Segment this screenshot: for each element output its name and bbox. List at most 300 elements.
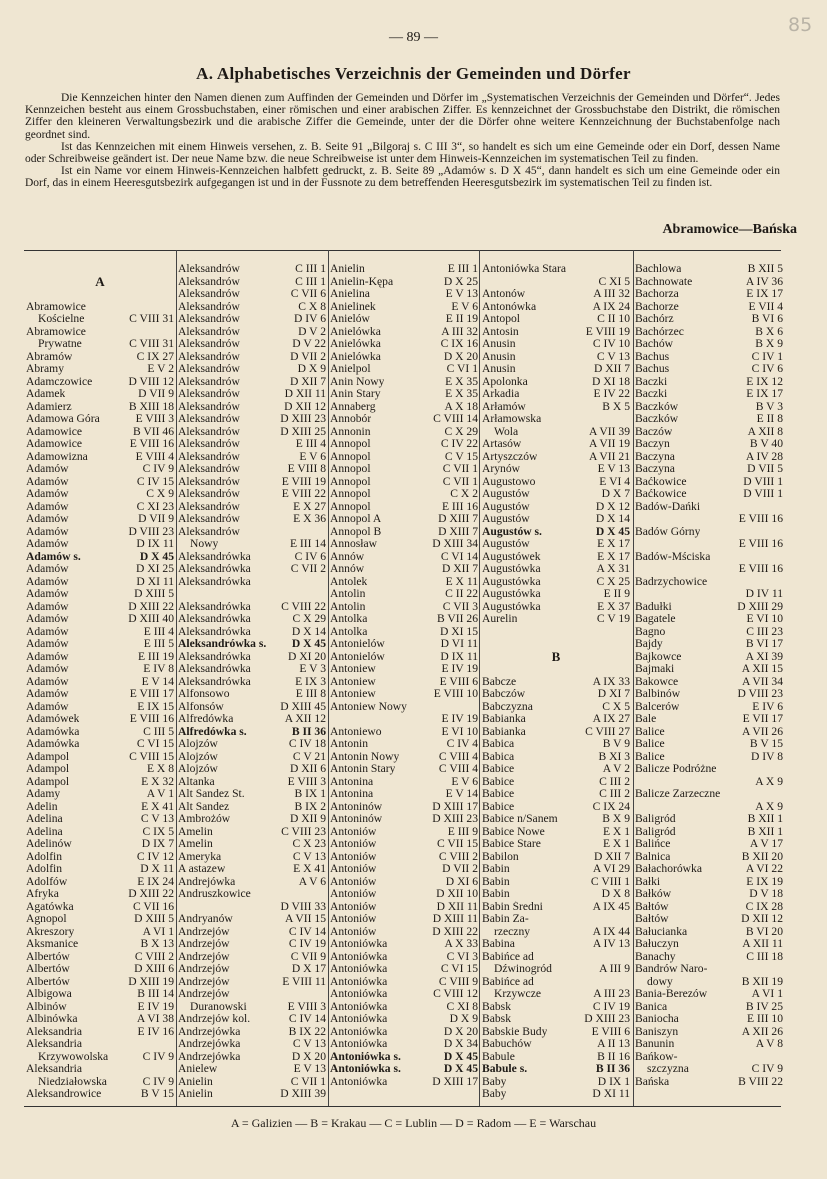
index-entry	[635, 651, 783, 664]
entry-code: E V 13	[293, 1063, 326, 1075]
index-entry	[330, 551, 478, 564]
entry-code: D X 45	[595, 525, 630, 538]
entry-code: B V 15	[140, 1088, 174, 1100]
entry-code: C V 13	[596, 350, 630, 363]
entry-name: Babice Stare	[482, 838, 541, 850]
entry-code: C VII 3	[442, 600, 478, 613]
entry-name: Baniszyn	[635, 1025, 679, 1038]
entry-name: Bajkowce	[635, 650, 682, 663]
entry-code: D X 45	[443, 1063, 478, 1075]
entry-code: E III 4	[143, 625, 174, 638]
entry-code: D XIII 22	[128, 600, 174, 613]
entry-name: Antoninów	[330, 813, 383, 825]
entry-name: Adamów	[26, 563, 69, 575]
index-entry	[178, 463, 326, 476]
entry-name: Aleksandrów	[178, 350, 240, 363]
entry-name: Arłamów	[482, 400, 526, 413]
entry-name: Adamów	[26, 588, 69, 600]
entry-code: B V 15	[749, 738, 783, 750]
entry-name: Andrzejów	[178, 950, 230, 963]
entry-code: E IV 19	[137, 1000, 174, 1013]
entry-code: D V 2	[298, 325, 326, 338]
index-entry	[178, 388, 326, 401]
index-entry	[635, 1076, 783, 1089]
entry-name: Bachów	[635, 338, 673, 350]
index-entry	[635, 826, 783, 839]
entry-name: Antoniów	[330, 825, 377, 838]
entry-code: C III 1	[295, 275, 326, 288]
entry-code: D XIII 19	[128, 975, 174, 988]
entry-name: Albinów	[26, 1000, 67, 1013]
entry-name: Babule	[482, 1050, 515, 1063]
entry-name: Alojzów	[178, 750, 218, 763]
index-entry	[178, 301, 326, 314]
entry-code: D IX 11	[440, 650, 478, 663]
index-entry	[635, 938, 783, 951]
index-entry	[26, 463, 174, 476]
index-entry	[26, 1001, 174, 1014]
entry-name: Adamów	[26, 688, 69, 700]
index-entry	[178, 876, 326, 889]
entry-name: Aleksandrów	[178, 288, 240, 300]
entry-code: C II 10	[597, 313, 630, 325]
entry-name: Antolka	[330, 625, 368, 638]
entry-code: C V 13	[292, 850, 326, 863]
entry-name: Annów	[330, 563, 365, 575]
entry-code: C VI 15	[136, 738, 174, 750]
entry-code: D X 45	[291, 638, 326, 650]
entry-code: B IV 25	[745, 1000, 783, 1013]
entry-code: E VI 10	[441, 725, 478, 738]
entry-name: Bajdy	[635, 638, 663, 650]
entry-name: Badów Górny	[635, 525, 701, 538]
entry-name: Andrzejów	[178, 938, 230, 950]
top-rule	[24, 250, 781, 251]
index-entry	[178, 851, 326, 864]
index-entry	[178, 476, 326, 489]
index-entry	[482, 963, 630, 976]
entry-name: Antoniów	[330, 925, 377, 938]
entry-code: A III 9	[599, 963, 630, 975]
index-entry	[482, 588, 630, 601]
index-entry	[178, 488, 326, 501]
entry-code: B VI 17	[745, 638, 783, 650]
entry-code: E V 14	[445, 788, 478, 800]
entry-name: Arynów	[482, 463, 520, 475]
entry-code: E IX 19	[746, 875, 783, 888]
index-entry	[26, 888, 174, 901]
entry-code: E X 1	[602, 825, 630, 838]
entry-code: D X 25	[443, 275, 478, 288]
entry-name: Adamów	[26, 475, 69, 488]
entry-name: Baby	[482, 1075, 507, 1088]
index-entry	[635, 776, 783, 789]
entry-name: Adolfin	[26, 863, 63, 875]
index-entry	[26, 526, 174, 539]
entry-name: Anusin	[482, 350, 516, 363]
section-letter	[26, 276, 174, 289]
entry-code: E III 10	[746, 1013, 783, 1025]
entry-name: Annów	[330, 550, 365, 563]
entry-code: A VI 1	[142, 925, 174, 938]
entry-code: B X 13	[140, 938, 174, 950]
entry-code: B II 16	[597, 1050, 630, 1063]
index-entry	[330, 726, 478, 739]
entry-code: D XIII 23	[432, 813, 478, 825]
entry-name: Bachnowate	[635, 275, 693, 288]
index-entry	[330, 851, 478, 864]
index-entry	[178, 413, 326, 426]
index-entry	[178, 626, 326, 639]
entry-code: D XII 11	[436, 900, 478, 913]
index-entry	[26, 1026, 174, 1039]
entry-code: E X 17	[597, 550, 630, 563]
index-entry	[178, 588, 326, 601]
entry-code: C IV 9	[142, 1075, 174, 1088]
index-entry	[482, 451, 630, 464]
intro-text	[25, 92, 780, 190]
entry-name: Aleksandrów	[178, 475, 240, 488]
entry-code: C IV 9	[751, 1063, 783, 1075]
index-entry	[330, 713, 478, 726]
entry-name: Adamczowice	[26, 375, 93, 388]
entry-name: Banunin	[635, 1038, 675, 1050]
entry-code: E X 41	[141, 800, 174, 813]
entry-code: E IV 19	[441, 713, 478, 725]
index-entry	[635, 551, 783, 564]
index-column-2	[178, 263, 326, 1101]
entry-code: D X 14	[595, 513, 630, 525]
entry-name: Antolin	[330, 600, 366, 613]
index-entry	[178, 801, 326, 814]
entry-name: Antonin Stary	[330, 763, 396, 775]
index-entry	[26, 988, 174, 1001]
entry-name: Badów-Mściska	[635, 550, 711, 563]
entry-name: Alfonsów	[178, 700, 224, 713]
entry-code: B X 9	[602, 813, 630, 825]
entry-name: Nowy	[190, 538, 219, 550]
index-entry	[330, 1076, 478, 1089]
index-entry	[635, 363, 783, 376]
entry-name: Balice	[635, 750, 665, 763]
entry-code: E X 32	[141, 775, 174, 788]
entry-code: D XI 20	[288, 650, 326, 663]
index-entry	[26, 1088, 174, 1101]
entry-name: Babsk	[482, 1000, 511, 1013]
entry-name: Babianka	[482, 725, 526, 738]
entry-code: A XII 8	[747, 425, 783, 438]
entry-code: E VIII 19	[281, 475, 326, 488]
entry-name: Anielów	[330, 313, 370, 325]
index-entry	[482, 613, 630, 626]
entry-name: Baczki	[635, 388, 668, 400]
entry-code: E V 14	[141, 675, 174, 688]
entry-name: Baczków	[635, 413, 679, 425]
index-entry	[178, 813, 326, 826]
index-entry	[635, 476, 783, 489]
entry-name: Aleksandria	[26, 1025, 83, 1038]
entry-name: Antonielów	[330, 650, 385, 663]
entry-name: Babińce ad	[482, 950, 534, 963]
index-entry	[178, 863, 326, 876]
index-entry	[635, 388, 783, 401]
entry-name: Baćkowice	[635, 475, 687, 488]
index-entry	[26, 338, 174, 351]
entry-code: E III 8	[295, 688, 326, 700]
entry-name: Andruszkowice	[178, 888, 251, 900]
entry-name: Antoniów	[330, 888, 377, 900]
entry-name: Babsk	[482, 1013, 511, 1025]
entry-name: Augustów	[482, 538, 530, 550]
entry-code: A XII 15	[741, 663, 783, 675]
index-entry	[635, 376, 783, 389]
entry-name: Baniocha	[635, 1013, 679, 1025]
entry-code: B V 9	[602, 738, 630, 750]
entry-name: Andrzejów	[178, 963, 230, 975]
entry-name: Aleksandrów	[178, 300, 240, 313]
entry-name: Bajmaki	[635, 663, 675, 675]
entry-code: C V 21	[292, 750, 326, 763]
entry-code: C III 2	[599, 775, 630, 788]
entry-name: Alojzów	[178, 738, 218, 750]
entry-name: Amelin	[178, 838, 213, 850]
index-entry	[330, 838, 478, 851]
entry-code: C VII 15	[436, 838, 478, 850]
entry-code: D XI 7	[597, 688, 630, 700]
entry-code: B VII 26	[436, 613, 478, 625]
index-entry	[330, 813, 478, 826]
entry-name: Babin Za-	[482, 913, 529, 925]
index-entry	[178, 701, 326, 714]
index-entry	[635, 576, 783, 589]
entry-name: Albertów	[26, 975, 70, 988]
index-entry	[635, 763, 783, 776]
entry-code: C VII 16	[132, 900, 174, 913]
index-entry	[482, 688, 630, 701]
entry-code: A X 31	[596, 563, 630, 575]
entry-name: Aleksandrów	[178, 438, 240, 450]
entry-name: Annopol B	[330, 525, 382, 538]
entry-name: Aksmanice	[26, 938, 79, 950]
entry-code: D XI 25	[136, 563, 174, 575]
entry-code: A IX 27	[592, 713, 630, 725]
entry-code: C VIII 27	[585, 725, 630, 738]
entry-name: Aleksandrów	[178, 375, 240, 388]
entry-code: E V 13	[445, 288, 478, 300]
entry-code: C VIII 31	[129, 338, 174, 350]
entry-name: Anielina	[330, 288, 370, 300]
entry-code: D XIII 5	[134, 913, 174, 925]
entry-code: B VI 6	[751, 313, 783, 325]
index-entry	[635, 676, 783, 689]
entry-code: A VII 26	[741, 725, 783, 738]
entry-name: Badów-Dańki	[635, 500, 701, 513]
index-entry	[330, 501, 478, 514]
entry-name: Adamów	[26, 700, 69, 713]
index-entry	[635, 901, 783, 914]
entry-name: Andrzejów	[178, 975, 230, 988]
index-entry	[482, 926, 630, 939]
index-entry	[330, 738, 478, 751]
entry-code: C IX 27	[136, 350, 174, 363]
index-entry	[26, 663, 174, 676]
index-entry	[178, 1051, 326, 1064]
index-entry	[26, 851, 174, 864]
entry-code: E VIII 22	[281, 488, 326, 500]
entry-code: D IX 7	[141, 838, 174, 850]
entry-code: E V 6	[299, 450, 326, 463]
entry-code: C IV 15	[136, 475, 174, 488]
entry-name: Antoniów	[330, 838, 377, 850]
entry-name: Anin Stary	[330, 388, 381, 400]
entry-name: Bałków	[635, 888, 672, 900]
entry-code: A IV 28	[745, 450, 783, 463]
entry-code: C IV 22	[440, 438, 478, 450]
entry-code: A X 33	[444, 938, 478, 950]
entry-code: D XI 11	[592, 1088, 630, 1100]
entry-code: A V 2	[602, 763, 630, 775]
entry-name: Babczyzna	[482, 700, 533, 713]
entry-name: Aleksandrów	[178, 338, 240, 350]
entry-name: Badułki	[635, 600, 672, 613]
entry-code: D XII 11	[284, 388, 326, 400]
index-entry	[330, 1013, 478, 1026]
entry-code: D XI 6	[445, 875, 478, 888]
entry-name: Aleksandria	[26, 1038, 83, 1050]
index-entry	[178, 613, 326, 626]
entry-name: Antoniówka	[330, 1025, 388, 1038]
entry-name: Bale	[635, 713, 657, 725]
index-entry	[330, 476, 478, 489]
index-entry	[482, 801, 630, 814]
index-entry	[178, 676, 326, 689]
entry-name: Adamów	[26, 625, 69, 638]
entry-name: Augustówka	[482, 588, 541, 600]
page-title: A. Alphabetisches Verzeichnis der Gemeinden und Dörfer	[196, 64, 631, 83]
entry-code: A V 6	[298, 875, 326, 888]
entry-code: A X 18	[444, 400, 478, 413]
index-entry	[178, 601, 326, 614]
entry-name: Adamów	[26, 463, 69, 475]
entry-code: D VII 9	[138, 513, 174, 525]
entry-code: B X 6	[755, 325, 783, 338]
entry-code: D XIII 23	[584, 1013, 630, 1025]
entry-code: D XI 15	[440, 625, 478, 638]
entry-code: D VII 5	[747, 463, 783, 475]
entry-name: Andryanów	[178, 913, 233, 925]
entry-name: Antopol	[482, 313, 521, 325]
entry-name: Augustowo	[482, 475, 536, 488]
entry-name: Anielówka	[330, 338, 381, 350]
index-entry	[482, 426, 630, 439]
index-entry	[330, 338, 478, 351]
entry-code: A XI 39	[745, 650, 783, 663]
entry-name: Antoniewo	[330, 725, 382, 738]
index-entry	[330, 1026, 478, 1039]
entry-name: Balicze Podróżne	[635, 763, 717, 775]
index-entry	[26, 538, 174, 551]
entry-name: Bachus	[635, 350, 670, 363]
entry-name: Albertów	[26, 963, 70, 975]
entry-code: C X 29	[292, 613, 326, 625]
entry-name: Bania-Berezów	[635, 988, 708, 1000]
entry-name: Adamów	[26, 638, 69, 650]
entry-name: Aleksandrówka	[178, 663, 251, 675]
index-entry	[330, 388, 478, 401]
index-entry	[482, 701, 630, 714]
entry-code: D X 12	[595, 500, 630, 513]
index-entry	[178, 401, 326, 414]
entry-code: C VIII 14	[433, 413, 478, 425]
entry-code: C V 13	[140, 813, 174, 825]
entry-name: Babice	[482, 763, 515, 775]
intro-paragraph: Ist ein Name vor einem Hinweis-Kennzeichen halbfett gedruckt, z. B. Seite 89 „Adamów s. D X 45“, dann handelt es sich um eine Gemeinde oder ein Dorf, das in einem Heeresgutsbezirk aufgegangen ist und in der Fussnote zu dem betreffenden Heeresgutsbezirk im systematischen Teil zu finden ist.	[25, 165, 780, 190]
entry-code: D X 17	[291, 963, 326, 975]
entry-code: E X 8	[146, 763, 174, 775]
entry-name: Augustówka	[482, 563, 541, 575]
index-entry	[482, 863, 630, 876]
entry-name: Baćkowice	[635, 488, 687, 500]
entry-name: Antoniówka	[330, 950, 388, 963]
entry-name: rzeczny	[494, 925, 531, 938]
entry-name: Bałucianka	[635, 925, 688, 938]
index-entry	[482, 1026, 630, 1039]
entry-name: Antonina	[330, 788, 374, 800]
entry-name: Aleksandrówka	[178, 650, 251, 663]
index-entry	[482, 301, 630, 314]
entry-code: D XII 6	[289, 763, 326, 775]
index-entry	[482, 1038, 630, 1051]
entry-name: Antoniew	[330, 663, 376, 675]
index-entry	[482, 776, 630, 789]
index-entry	[635, 976, 783, 989]
entry-name: Augustów	[482, 500, 530, 513]
index-entry	[330, 276, 478, 289]
entry-name: Antonin	[330, 738, 369, 750]
index-entry	[26, 738, 174, 751]
entry-code: C VI 3	[446, 950, 478, 963]
index-entry	[330, 613, 478, 626]
entry-code: D X 20	[443, 350, 478, 363]
index-entry	[178, 1013, 326, 1026]
entry-code: D XIII 39	[280, 1088, 326, 1100]
index-entry	[635, 1051, 783, 1064]
entry-code: C III 1	[295, 263, 326, 275]
entry-name: Adamówek	[26, 713, 80, 725]
entry-code: C IV 19	[288, 938, 326, 950]
index-entry	[482, 751, 630, 764]
entry-code: C X 29	[444, 425, 478, 438]
entry-code: A VI 22	[745, 863, 783, 875]
entry-code: D VIII 1	[743, 488, 783, 500]
index-entry	[635, 613, 783, 626]
entry-name: Adamów	[26, 663, 69, 675]
entry-code: A X 9	[755, 800, 783, 813]
entry-name: Adampol	[26, 763, 70, 775]
index-entry	[26, 963, 174, 976]
entry-name: Bachórz	[635, 313, 674, 325]
entry-code: D XIII 5	[134, 588, 174, 600]
index-entry	[178, 938, 326, 951]
index-entry	[330, 826, 478, 839]
entry-code: E X 11	[445, 575, 478, 588]
entry-name: Andrzejówka	[178, 1038, 241, 1050]
entry-code: E VII 4	[748, 300, 783, 313]
index-entry	[26, 876, 174, 889]
entry-code: E III 5	[143, 638, 174, 650]
index-entry	[635, 963, 783, 976]
entry-code: D X 8	[601, 888, 630, 900]
